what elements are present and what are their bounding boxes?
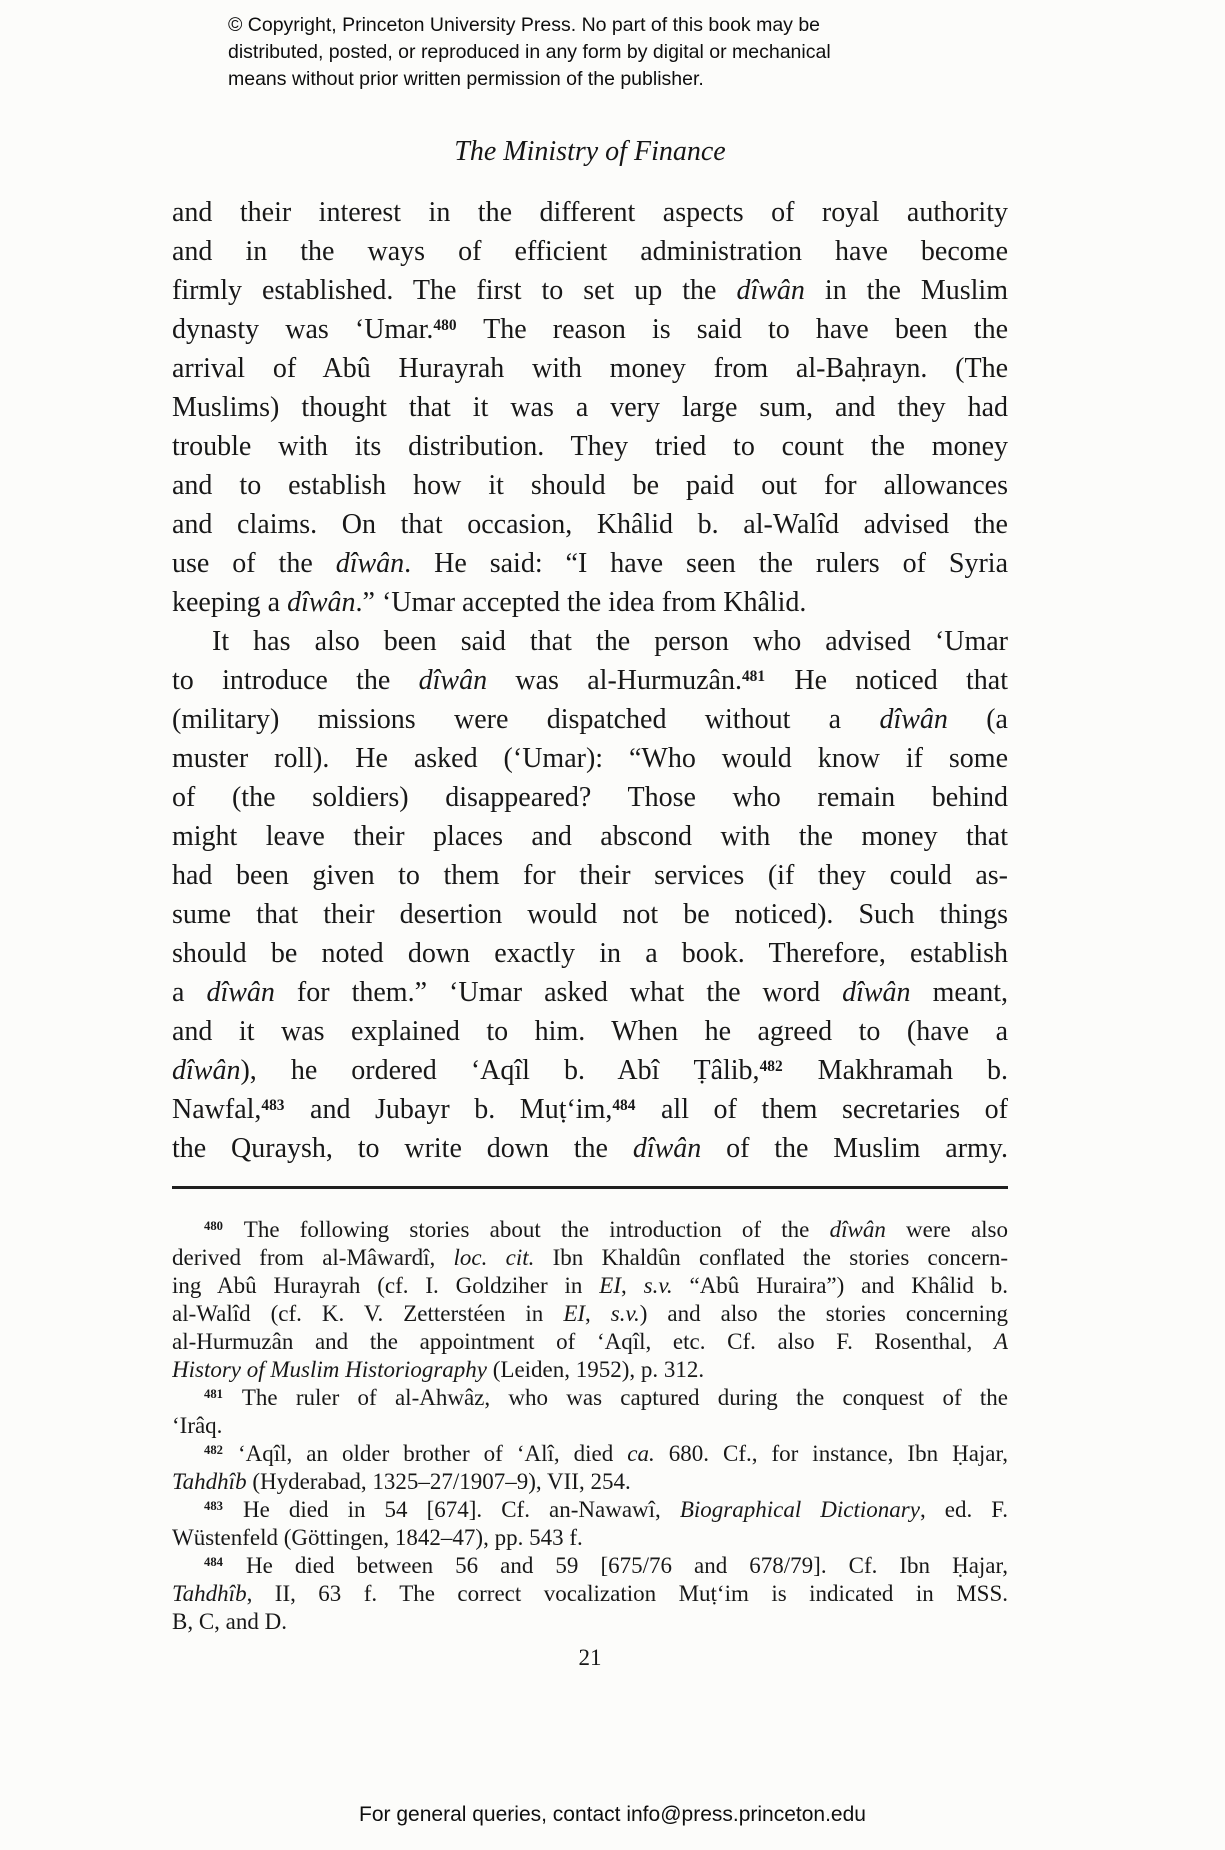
footnote-line: $^{480}$ The following stories about the introduction of the dîwân were also	[204, 1217, 1008, 1242]
body-line: (military) missions were dispatched without a dîwân (a	[172, 704, 1008, 735]
footnotes	[172, 1216, 1008, 1636]
body-line: and to establish how it should be paid out for allowances	[172, 470, 1008, 501]
footnote-line: $^{482}$ ‘Aqîl, an older brother of ‘Alî, died ca. 680. Cf., for instance, Ibn Ḥajar,	[204, 1441, 1008, 1466]
body-line: and in the ways of efficient administration have become	[172, 236, 1008, 267]
body-line: the Quraysh, to write down the dîwân of the Muslim army.	[172, 1133, 1008, 1164]
footnote-line: $^{481}$ The ruler of al-Ahwâz, who was captured during the conquest of the	[204, 1385, 1008, 1410]
body-line: and it was explained to him. When he agreed to (have a	[172, 1016, 1008, 1047]
body-line: firmly established. The first to set up the dîwân in the Muslim	[172, 275, 1008, 306]
body-line: dîwân), he ordered ‘Aqîl b. Abî Ṭâlib,$^{482}$ Makhramah b.	[172, 1055, 1008, 1086]
body-line: arrival of Abû Hurayrah with money from al-Baḥrayn. (The	[172, 353, 1008, 384]
body-line: use of the dîwân. He said: “I have seen the rulers of Syria	[172, 548, 1008, 579]
page-number: 21	[578, 1645, 602, 1670]
footnote-line: ‘Irâq.	[172, 1413, 223, 1438]
body-line: to introduce the dîwân was al-Hurmuzân.$^{481}$ He noticed that	[172, 665, 1008, 696]
footnote-line: derived from al-Mâwardî, loc. cit. Ibn Khaldûn conflated the stories concern-	[172, 1245, 1008, 1270]
running-head: The Ministry of Finance	[454, 136, 726, 167]
body-line: had been given to them for their services (if they could as-	[172, 860, 1008, 891]
copyright-notice	[228, 12, 928, 93]
body-line: It has also been said that the person who advised ‘Umar	[212, 626, 1008, 657]
body-line: muster roll). He asked (‘Umar): “Who would know if some	[172, 743, 1008, 774]
body-line: and claims. On that occasion, Khâlid b. al-Walîd advised the	[172, 509, 1008, 540]
footnote-line: Wüstenfeld (Göttingen, 1842–47), pp. 543 f.	[172, 1525, 583, 1550]
footnote-separator-rule	[172, 1186, 1008, 1189]
copyright-line-1: © Copyright, Princeton University Press. No part of this book may be	[228, 14, 821, 36]
body-line: of (the soldiers) disappeared? Those who remain behind	[172, 782, 1008, 813]
body-line: trouble with its distribution. They tried to count the money	[172, 431, 1008, 462]
body-line: keeping a dîwân.” ‘Umar accepted the idea from Khâlid.	[172, 587, 807, 618]
copyright-line-2: distributed, posted, or reproduced in any form by digital or mechanical	[228, 41, 831, 63]
body-line: a dîwân for them.” ‘Umar asked what the word dîwân meant,	[172, 977, 1008, 1008]
body-line: and their interest in the different aspects of royal authority	[172, 197, 1008, 228]
body-line: might leave their places and abscond with the money that	[172, 821, 1008, 852]
footnote-line: al-Hurmuzân and the appointment of ‘Aqîl, etc. Cf. also F. Rosenthal, A	[172, 1329, 1008, 1354]
body-line: Muslims) thought that it was a very large sum, and they had	[172, 392, 1008, 423]
body-line: should be noted down exactly in a book. Therefore, establish	[172, 938, 1008, 969]
body-line: dynasty was ‘Umar.$^{480}$ The reason is said to have been the	[172, 314, 1008, 345]
contact-footer: For general queries, contact info@press.princeton.edu	[359, 1803, 866, 1826]
footnote-line: B, C, and D.	[172, 1609, 287, 1634]
footnote-line: al-Walîd (cf. K. V. Zetterstéen in EI, s.v.) and also the stories concerning	[172, 1301, 1008, 1326]
body-text	[172, 193, 1008, 1168]
copyright-line-3: means without prior written permission of the publisher.	[228, 68, 704, 90]
body-line: Nawfal,$^{483}$ and Jubayr b. Muṭ‘im,$^{484}$ all of them secretaries of	[172, 1094, 1008, 1125]
footnote-line: Tahdhîb (Hyderabad, 1325–27/1907–9), VII, 254.	[172, 1469, 631, 1494]
footnote-line: History of Muslim Historiography (Leiden, 1952), p. 312.	[172, 1357, 705, 1382]
footnote-line: ing Abû Hurayrah (cf. I. Goldziher in EI, s.v. “Abû Huraira”) and Khâlid b.	[172, 1273, 1008, 1298]
footnote-line: $^{484}$ He died between 56 and 59 [675/76 and 678/79]. Cf. Ibn Ḥajar,	[204, 1553, 1008, 1578]
footnote-line: Tahdhîb, II, 63 f. The correct vocalization Muṭ‘im is indicated in MSS.	[172, 1581, 1008, 1606]
body-line: sume that their desertion would not be noticed). Such things	[172, 899, 1008, 930]
footnote-line: $^{483}$ He died in 54 [674]. Cf. an-Nawawî, Biographical Dictionary, ed. F.	[204, 1497, 1008, 1522]
